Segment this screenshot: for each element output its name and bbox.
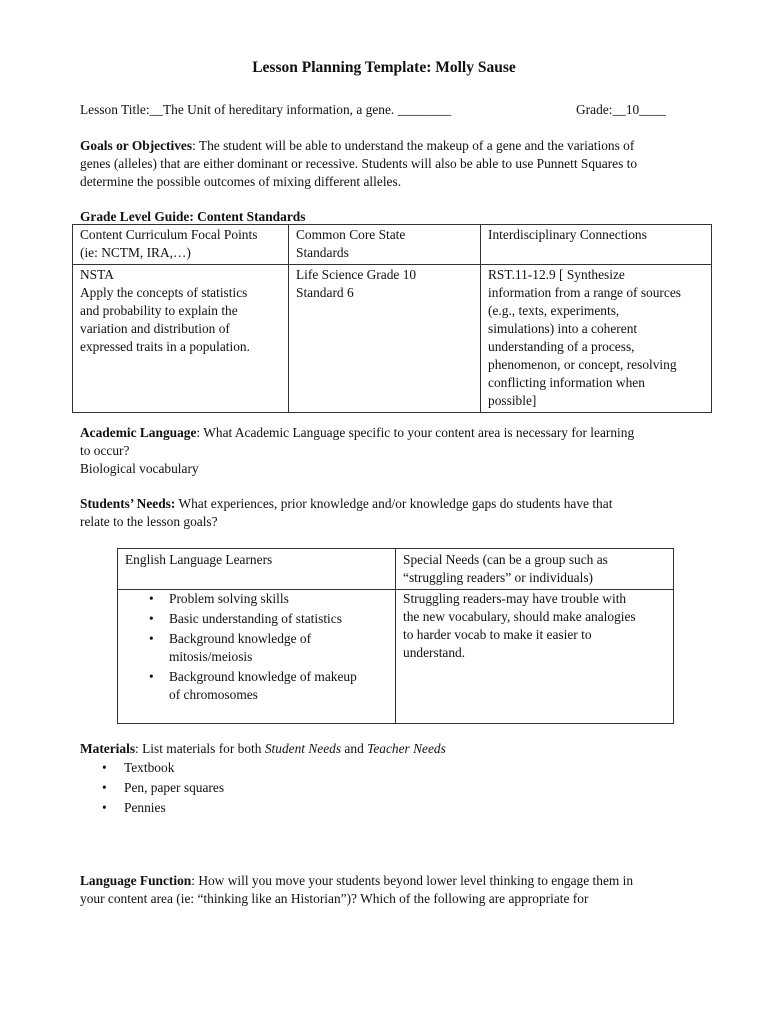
materials-label: Materials [80, 741, 136, 756]
goals-line-3: determine the possible outcomes of mixing different alleles. [80, 174, 402, 189]
goals-line-2: genes (alleles) that are either dominant or recessive. Students will also be able to use Punnett Squares to [80, 156, 638, 171]
materials-teacher-needs: Teacher Needs [367, 741, 446, 756]
academic-line-1: : What Academic Language specific to your content area is necessary for learning [196, 425, 635, 440]
standards-header-interdisciplinary: Interdisciplinary Connections [481, 225, 712, 265]
materials-intro: : List materials for both [135, 741, 265, 756]
list-item: • Problem solving skills [149, 591, 289, 606]
grade-row [576, 101, 666, 119]
bullet-icon: • [102, 780, 107, 795]
bullet-icon: • [102, 800, 107, 815]
academic-language-section [80, 424, 730, 478]
special-needs-cell: Struggling readers-may have trouble with the new vocabulary, should make analogies to harder vocab to make it easier to understand. [396, 590, 674, 724]
grade-label: Grade: [576, 102, 613, 117]
needs-body-row [118, 590, 674, 724]
language-function-line-1: : How will you move your students beyond lower level thinking to engage them in [191, 873, 634, 888]
needs-table [117, 548, 674, 724]
standards-table [72, 224, 712, 413]
list-item: • Pennies [80, 798, 224, 818]
page-title: Lesson Planning Template: Molly Sause [252, 59, 516, 76]
standards-header-row [73, 225, 712, 265]
academic-language-label: Academic Language [80, 425, 197, 440]
standards-cell-life-science: Life Science Grade 10 Standard 6 [289, 265, 481, 413]
ell-header: English Language Learners [118, 549, 396, 590]
special-needs-header: Special Needs (can be a group such as “struggling readers” or individuals) [396, 549, 674, 590]
students-needs-line-1: What experiences, prior knowledge and/or knowledge gaps do students have that [175, 496, 613, 511]
standards-header-focal: Content Curriculum Focal Points (ie: NCTM, IRA,…) [73, 225, 289, 265]
students-needs-line-2: relate to the lesson goals? [80, 514, 218, 529]
list-item: • Pen, paper squares [80, 778, 224, 798]
goals-section [80, 137, 720, 191]
needs-header-row [118, 549, 674, 590]
goals-line-1: : The student will be able to understand the makeup of a gene and the variations of [192, 138, 635, 153]
ell-cell [118, 590, 396, 724]
academic-line-3: Biological vocabulary [80, 461, 199, 476]
list-item: • Background knowledge of makeup of chromosomes [149, 669, 357, 702]
list-item: • Textbook [80, 758, 224, 778]
standards-body-row [73, 265, 712, 413]
materials-section [80, 740, 730, 758]
standards-header-common-core: Common Core State Standards [289, 225, 481, 265]
materials-and: and [341, 741, 368, 756]
students-needs-label: Students’ Needs: [80, 496, 176, 511]
students-needs-section [80, 495, 730, 531]
bullet-icon: • [102, 760, 107, 775]
lesson-title-value: __The Unit of hereditary information, a gene. ________ [149, 102, 452, 117]
materials-student-needs: Student Needs [264, 741, 342, 756]
language-function-label: Language Function [80, 873, 192, 888]
list-item: • Background knowledge of mitosis/meiosis [149, 631, 312, 664]
academic-line-2: to occur? [80, 443, 130, 458]
grade-value: __10____ [612, 102, 666, 117]
standards-cell-rst: RST.11-12.9 [ Synthesize information from a range of sources (e.g., texts, experiments, simulations) into a coherent understanding of a process, phenomenon, or concept, resolving conflicting information when possible] [481, 265, 712, 413]
list-item: • Basic understanding of statistics [149, 611, 342, 626]
materials-list [80, 758, 224, 818]
bullet-icon: • [149, 591, 154, 606]
bullet-icon: • [149, 631, 154, 646]
language-function-line-2: your content area (ie: “thinking like an Historian”)? Which of the following are appropriate for [80, 891, 589, 906]
language-function-section [80, 872, 740, 908]
standards-heading: Grade Level Guide: Content Standards [80, 209, 306, 224]
standards-cell-nsta: NSTA Apply the concepts of statistics and probability to explain the variation and distribution of expressed traits in a population. [73, 265, 289, 413]
lesson-title-label: Lesson Title: [80, 102, 150, 117]
bullet-icon: • [149, 669, 154, 684]
bullet-icon: • [149, 611, 154, 626]
goals-label: Goals or Objectives [80, 138, 193, 153]
ell-list [125, 590, 388, 704]
lesson-title-row [80, 101, 451, 119]
